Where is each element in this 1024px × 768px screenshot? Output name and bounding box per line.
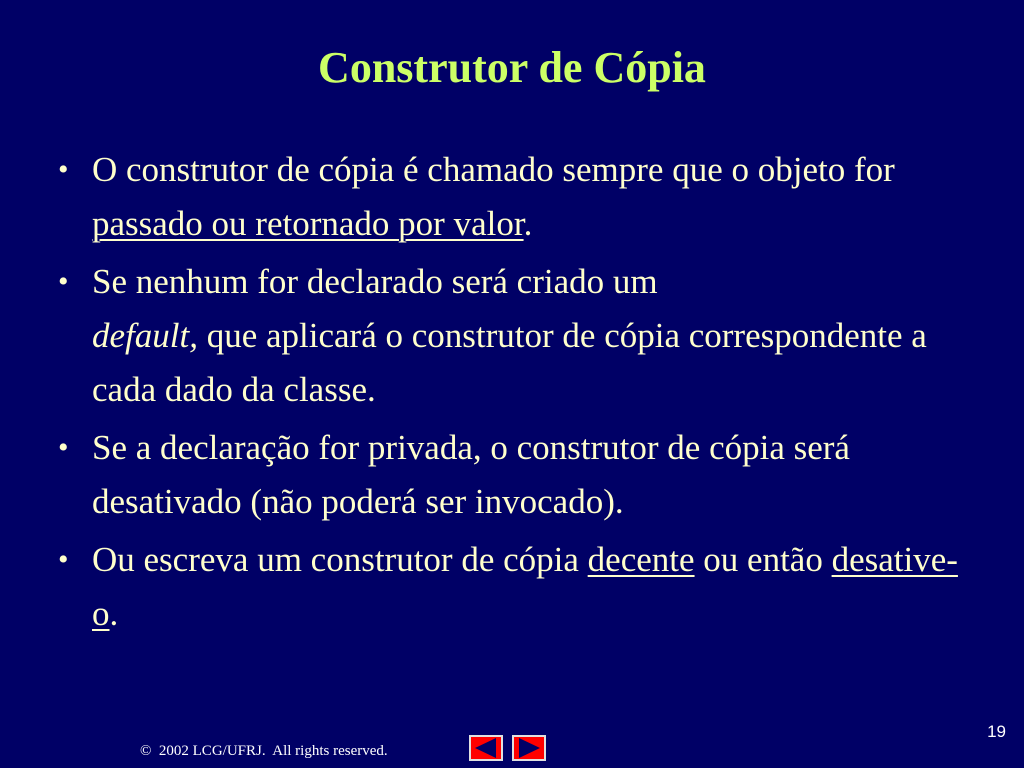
bullet-text: que aplicará o construtor de cópia correspondente a cada dado da classe. xyxy=(92,316,927,409)
bullet-text: ou então xyxy=(694,540,832,579)
bullet-marker: • xyxy=(58,153,69,186)
bullet-text: Se a declaração for privada, o construtor de cópia será desativado (não poderá ser invocado). xyxy=(92,428,850,521)
bullet-item-copy-constructor-called xyxy=(58,143,958,251)
bullet-list xyxy=(58,143,958,645)
underlined-text: desative-o xyxy=(92,540,958,633)
bullet-text: Se nenhum for declarado será criado um xyxy=(92,262,658,301)
slide-title: Construtor de Cópia xyxy=(318,43,706,92)
previous-slide-button[interactable] xyxy=(469,735,503,761)
bullet-item-write-or-disable xyxy=(58,533,958,641)
arrow-right-icon xyxy=(514,737,544,759)
bullet-text: Ou escreva um construtor de cópia xyxy=(92,540,588,579)
bullet-text: . xyxy=(523,204,533,243)
bullet-text: O construtor de cópia é chamado sempre que o objeto for xyxy=(92,150,895,189)
italic-text: default, xyxy=(92,316,198,355)
bullet-marker: • xyxy=(58,431,69,464)
copyright-footer: © 2002 LCG/UFRJ. All rights reserved. xyxy=(140,743,388,759)
next-slide-button[interactable] xyxy=(512,735,546,761)
arrow-left-icon xyxy=(471,737,501,759)
bullet-item-default-copy-constructor xyxy=(58,255,958,417)
bullet-text: . xyxy=(109,594,119,633)
page-number: 19 xyxy=(987,722,1006,741)
underlined-text: decente xyxy=(587,540,695,579)
bullet-marker: • xyxy=(58,265,69,298)
bullet-item-private-declaration xyxy=(58,421,958,529)
underlined-text: passado ou retornado por valor xyxy=(92,204,524,243)
bullet-marker: • xyxy=(58,543,69,576)
